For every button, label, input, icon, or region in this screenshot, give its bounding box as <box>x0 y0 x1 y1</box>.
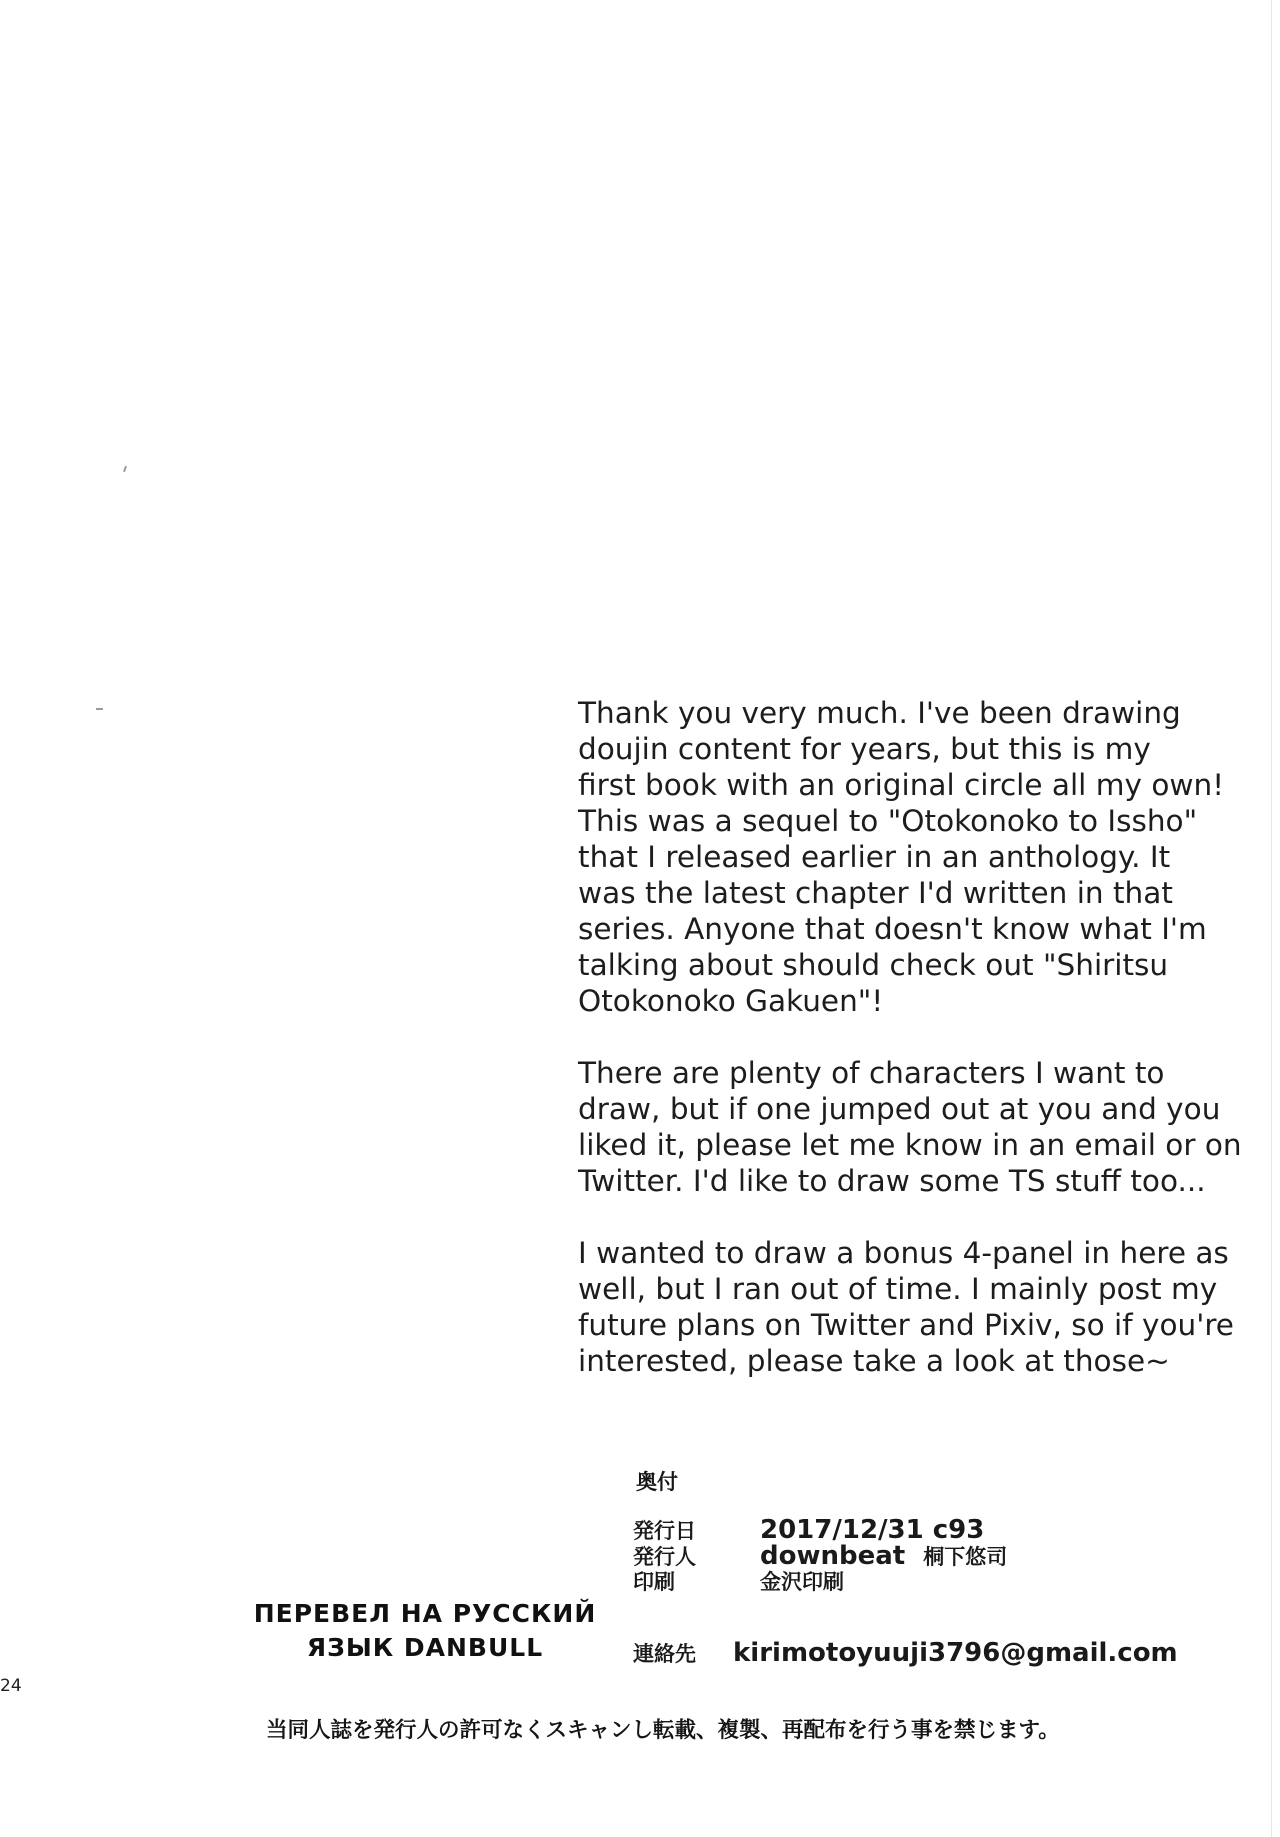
afterword-line: interested, please take a look at those~ <box>578 1344 1170 1378</box>
afterword-line: talking about should check out "Shiritsu <box>578 948 1169 982</box>
afterword-line: Thank you very much. I've been drawing <box>578 696 1181 730</box>
translator-credit <box>240 1597 610 1665</box>
publisher-name: 桐下悠司 <box>923 1545 1008 1569</box>
afterword <box>578 695 1268 1415</box>
translator-line-2: ЯЗЫК DANBULL <box>306 1633 544 1662</box>
printer-value: 金沢印刷 <box>760 1570 844 1594</box>
copyright-notice: 当同人誌を発行人の許可なくスキャンし転載、複製、再配布を行う事を禁じます。 <box>266 1718 1060 1743</box>
afterword-line: first book with an original circle all my own! <box>578 768 1225 802</box>
afterword-line: Twitter. I'd like to draw some TS stuff too... <box>578 1164 1206 1198</box>
afterword-line: doujin content for years, but this is my <box>578 732 1151 766</box>
colophon-title: 奥付 <box>636 1470 678 1494</box>
page-number: 24 <box>0 1676 22 1696</box>
afterword-line: I wanted to draw a bonus 4-panel in here as <box>578 1236 1229 1270</box>
publisher-value: downbeat <box>760 1541 906 1571</box>
date-value: 2017/12/31 c93 <box>760 1515 985 1545</box>
translator-line-1: ПЕРЕВЕЛ НА РУССКИЙ <box>253 1599 597 1628</box>
afterword-line: This was a sequel to "Otokonoko to Issho" <box>578 804 1198 838</box>
date-label: 発行日 <box>633 1519 696 1543</box>
afterword-line: series. Anyone that doesn't know what I'm <box>578 912 1207 946</box>
afterword-line: Otokonoko Gakuen"! <box>578 984 884 1018</box>
afterword-line: that I released earlier in an anthology. It <box>578 840 1171 874</box>
contact-email: kirimotoyuuji3796@gmail.com <box>733 1638 1178 1668</box>
scan-speck <box>96 708 103 710</box>
scan-speck <box>123 466 127 472</box>
afterword-line: There are plenty of characters I want to <box>578 1056 1165 1090</box>
printer-label: 印刷 <box>633 1570 675 1594</box>
publisher-label: 発行人 <box>633 1545 696 1569</box>
afterword-paragraph <box>578 695 1268 1019</box>
contact-label: 連絡先 <box>633 1642 696 1666</box>
afterword-line: was the latest chapter I'd written in that <box>578 876 1173 910</box>
afterword-paragraph <box>578 1235 1268 1379</box>
colophon-row-contact <box>633 1638 1178 1668</box>
afterword-paragraph <box>578 1055 1268 1199</box>
page-edge <box>1271 0 1272 1837</box>
colophon-row-printer <box>633 1566 844 1596</box>
afterword-line: well, but I ran out of time. I mainly post my <box>578 1272 1218 1306</box>
afterword-line: future plans on Twitter and Pixiv, so if you're <box>578 1308 1234 1342</box>
afterword-line: draw, but if one jumped out at you and you <box>578 1092 1221 1126</box>
afterword-line: liked it, please let me know in an email or on <box>578 1128 1242 1162</box>
